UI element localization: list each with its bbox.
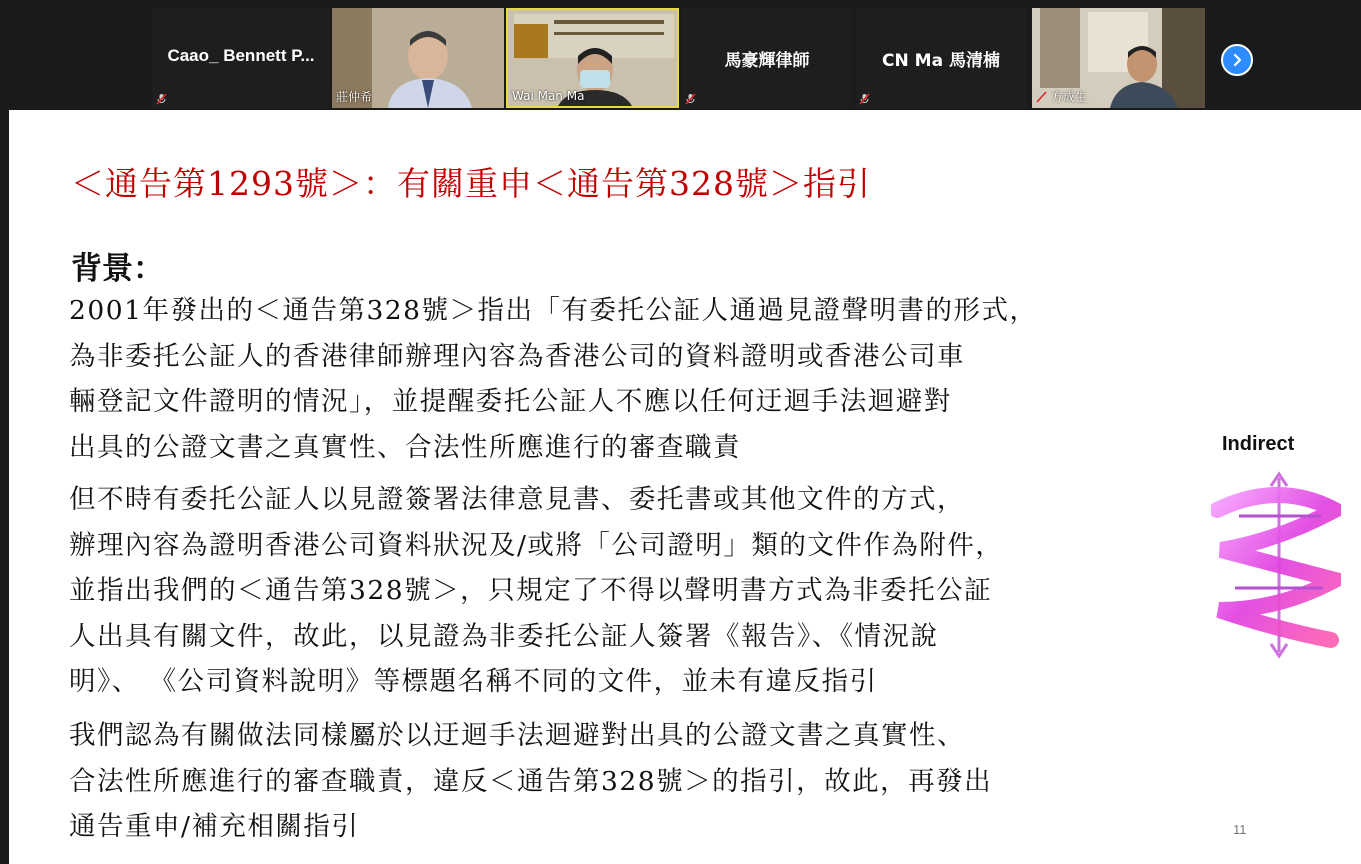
paragraph-line: 合法性所應進行的審查職責，違反＜通告第328號＞的指引，故此，再發出	[69, 765, 993, 797]
paragraph-conclusion	[69, 713, 1189, 850]
chevron-right-icon	[1230, 53, 1244, 67]
paragraph-line: 並指出我們的＜通告第328號＞，只規定了不得以聲明書方式為非委托公証	[69, 575, 993, 606]
paragraph-background	[69, 288, 1189, 470]
shared-slide	[9, 110, 1361, 864]
mic-muted-icon	[685, 93, 696, 105]
mic-muted-icon	[859, 93, 870, 105]
background-heading: 背景：	[71, 251, 164, 287]
mic-muted-icon	[156, 93, 167, 105]
mic-muted-icon	[1036, 91, 1047, 103]
paragraph-line: 出具的公證文書之真實性、合法性所應進行的審查職責	[69, 431, 741, 463]
participant-label	[1036, 88, 1087, 105]
participant-tile-ma-hao-hui[interactable]	[681, 8, 853, 108]
participant-tile-video-1[interactable]	[332, 8, 504, 108]
participant-tile-active-speaker[interactable]	[506, 8, 679, 108]
participant-tile-caao[interactable]	[152, 8, 330, 108]
paragraph-line: 輛登記文件證明的情況」，並提醒委托公証人不應以任何迂迴手法迴避對	[69, 386, 952, 417]
participant-label	[336, 88, 372, 105]
paragraph-line: 但不時有委托公証人以見證簽署法律意見書、委托書或其他文件的方式，	[69, 484, 965, 515]
paragraph-line: 通告重申/補充相關指引	[69, 811, 360, 842]
paragraph-line: 明》、 《公司資料說明》等標題名稱不同的文件，並未有違反指引	[69, 666, 878, 697]
page-number: 11	[1233, 822, 1247, 837]
indirect-label: Indirect	[1222, 433, 1295, 455]
participant-label	[685, 93, 696, 105]
participant-name: CN Ma 馬清楠	[882, 51, 1000, 71]
participant-name: Caao_ Bennett P...	[167, 46, 315, 65]
participant-name: 莊仲希	[336, 90, 373, 104]
paragraph-line: 為非委托公証人的香港律師辦理內容為香港公司的資料證明或香港公司車	[69, 340, 965, 372]
participant-label	[859, 93, 870, 105]
paragraph-line: 人出具有關文件，故此，以見證為非委托公証人簽署《報告》、《情況說	[69, 620, 939, 652]
next-participants-button[interactable]	[1221, 44, 1253, 76]
paragraph-line: 我們認為有關做法同樣屬於以迂迴手法迴避對出具的公證文書之真實性、	[69, 720, 965, 751]
participant-name: Wai Man Ma	[512, 89, 585, 103]
paragraph-line: 辦理內容為證明香港公司資料狀況及/或將「公司證明」類的文件作為附件，	[69, 529, 1004, 561]
participant-name: 方成生	[1051, 90, 1088, 104]
paragraph-line: 2001年發出的＜通告第328號＞指出「有委托公証人通過見證聲明書的形式，	[69, 295, 1038, 326]
participant-tile-video-5[interactable]	[1032, 8, 1205, 108]
participant-label	[156, 93, 167, 105]
participant-name: 馬豪輝律師	[724, 51, 810, 71]
slide-title: ＜通告第1293號＞：有關重申＜通告第328號＞指引	[71, 164, 871, 203]
participant-tile-cn-ma[interactable]	[855, 8, 1027, 108]
participant-label	[512, 89, 584, 103]
spiral-arrow-icon	[1211, 470, 1341, 660]
paragraph-issue	[69, 477, 1189, 705]
participant-strip	[0, 0, 1361, 110]
